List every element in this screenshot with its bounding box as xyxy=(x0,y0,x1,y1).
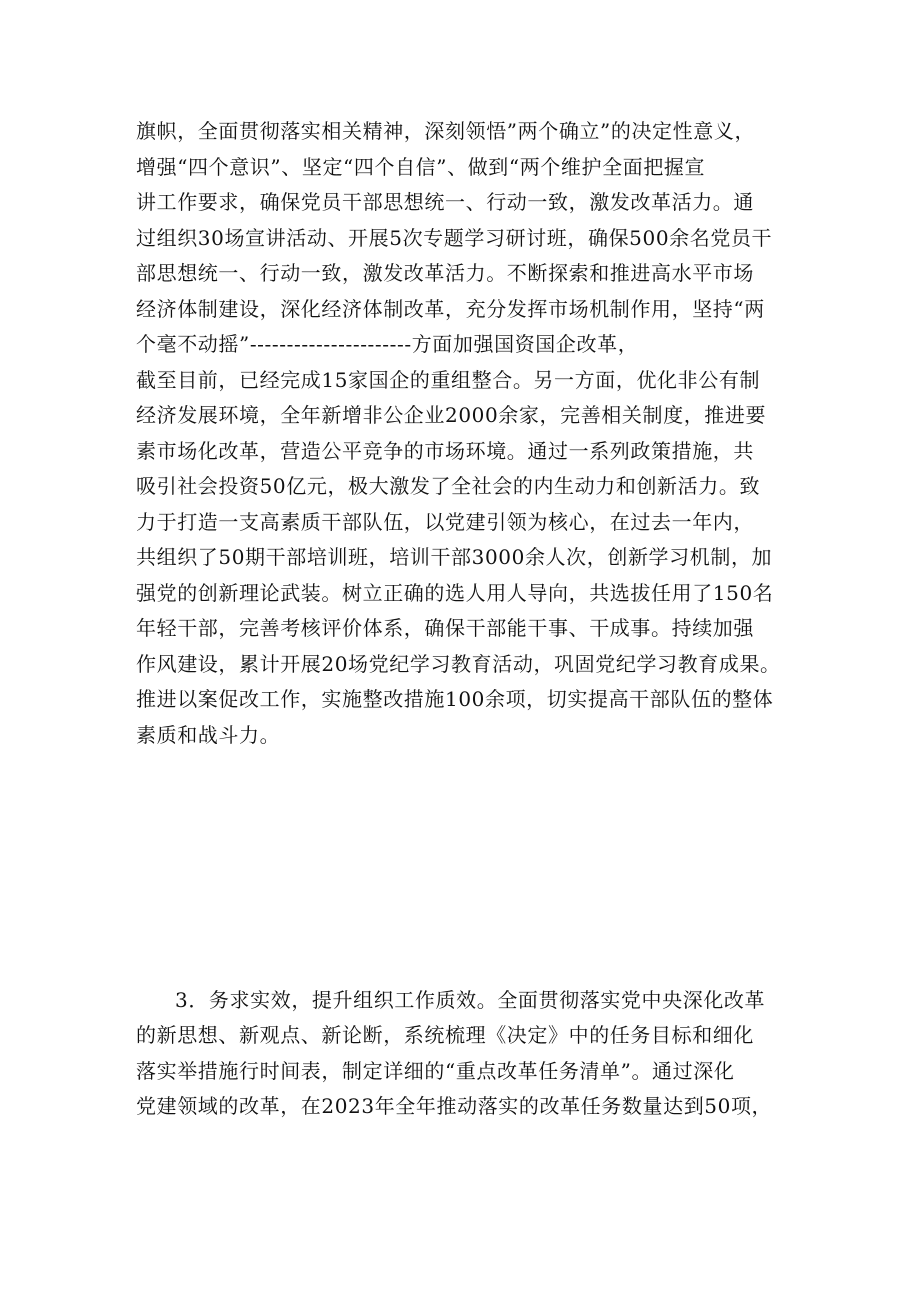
text-line: 经济发展环境，全年新增非公企业2000余家，完善相关制度，推进要 xyxy=(136,403,767,427)
text-line: 共组织了50期干部培训班，培训干部3000余人次，创新学习机制，加 xyxy=(136,545,773,569)
text-line: 力于打造一支高素质干部队伍，以党建引领为核心，在过去一年内， xyxy=(136,510,754,534)
text-line: 部思想统一、行动一致，激发改革活力。不断探索和推进高水平市场 xyxy=(136,261,754,285)
text-line: 增强“四个意识”、坚定“四个自信”、做到“两个维护全面把握宣 xyxy=(136,155,706,179)
text-line: 吸引社会投资50亿元，极大激发了全社会的内生动力和创新活力。致 xyxy=(136,474,761,498)
text-line: 个毫不动摇”----------------------方面加强国资国企改革， xyxy=(136,332,639,356)
text-line: 的新思想、新观点、新论断，系统梳理《决定》中的任务目标和细化 xyxy=(136,1023,754,1047)
text-line: 落实举措施行时间表，制定详细的“重点改革任务清单”。通过深化 xyxy=(136,1059,735,1083)
text-line: 截至目前，已经完成15家国企的重组整合。另一方面，优化非公有制 xyxy=(136,368,761,392)
text-line: 经济体制建设，深化经济体制改革，充分发挥市场机制作用，坚持“两 xyxy=(136,297,765,321)
text-line: 过组织30场宣讲活动、开展5次专题学习研讨班，确保500余名党员干 xyxy=(136,226,773,250)
text-line: 作风建设，累计开展20场党纪学习教育活动，巩固党纪学习教育成果。 xyxy=(136,652,781,676)
text-line: 3．务求实效，提升组织工作质效。全面贯彻落实党中央深化改革 xyxy=(175,988,766,1012)
text-line: 素质和战斗力。 xyxy=(136,723,281,747)
text-line: 推进以案促改工作，实施整改措施100余项，切实提高干部队伍的整体 xyxy=(136,687,774,711)
text-line: 党建领域的改革，在2023年全年推动落实的改革任务数量达到50项， xyxy=(136,1094,773,1118)
text-line: 年轻干部，完善考核评价体系，确保干部能干事、干成事。持续加强 xyxy=(136,616,754,640)
text-line: 旗帜，全面贯彻落实相关精神，深刻领悟”两个确立”的决定性意义， xyxy=(136,119,756,143)
text-line: 素市场化改革，营造公平竞争的市场环境。通过一系列政策措施，共 xyxy=(136,439,754,463)
text-line: 讲工作要求，确保党员干部思想统一、行动一致，激发改革活力。通 xyxy=(136,190,754,214)
text-line: 强党的创新理论武装。树立正确的选人用人导向，共选拔任用了150名 xyxy=(136,581,774,605)
